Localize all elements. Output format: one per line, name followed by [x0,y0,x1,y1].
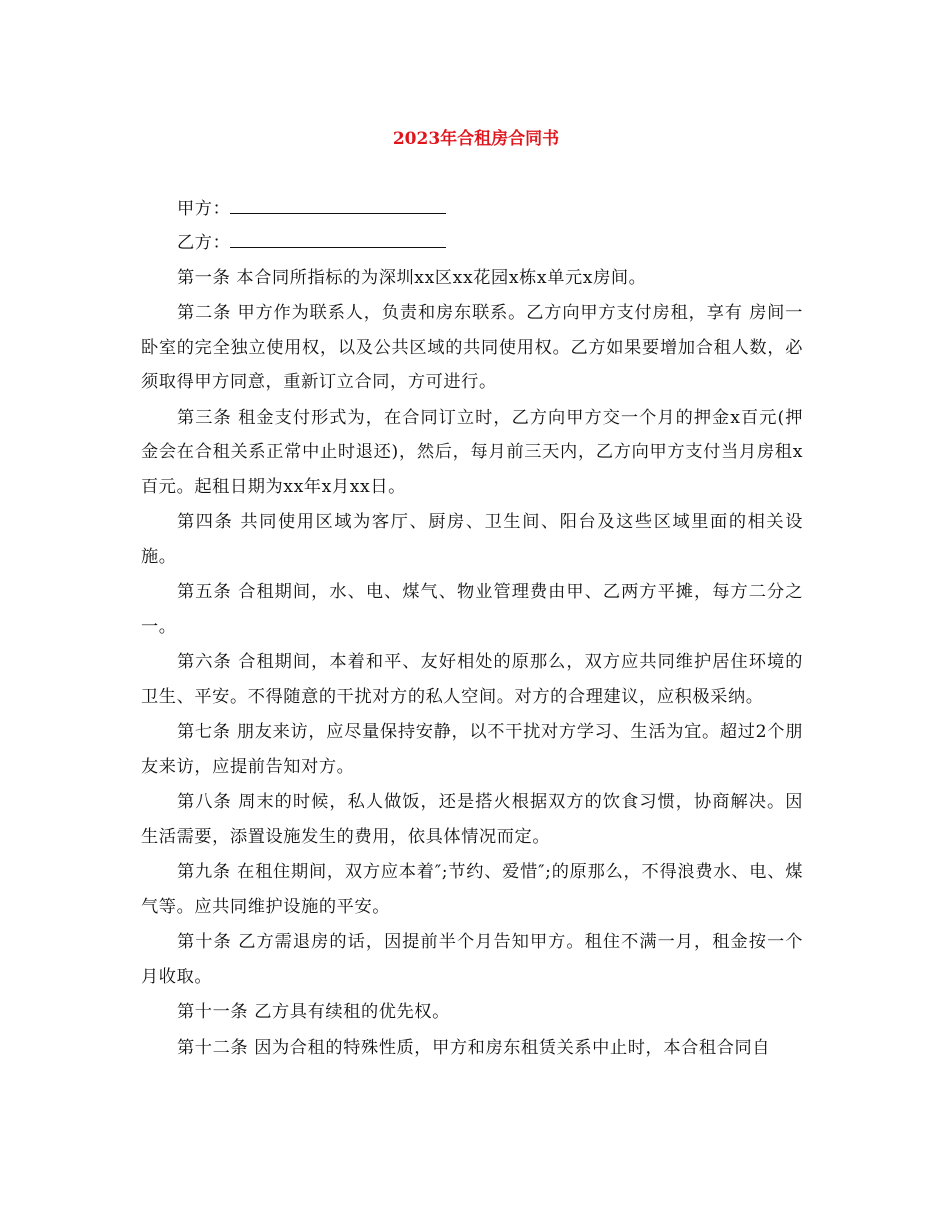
article-6: 第六条 合租期间，本着和平、友好相处的原那么，双方应共同维护居住环境的卫生、平安。不得随意的干扰对方的私人空间。对方的合理建议，应积极采纳。 [141,652,803,707]
article-3: 第三条 租金支付形式为，在合同订立时，乙方向甲方交一个月的押金x百元(押金会在合租关系正常中止时退还)，然后，每月前三天内，乙方向甲方支付当月房租x百元。起租日期为xx年x月xx日。 [141,407,803,497]
party-b-line [141,226,803,260]
article-1: 第一条 本合同所指标的为深圳xx区xx花园x栋x单元x房间。 [177,267,647,288]
article-2: 第二条 甲方作为联系人，负责和房东联系。乙方向甲方支付房租，享有 房间一卧室的完全独立使用权，以及公共区域的共同使用权。乙方如果要增加合租人数，必须取得甲方同意，重新订立合同，方可进行。 [141,303,803,393]
article-12: 第十二条 因为合租的特殊性质，甲方和房东租赁关系中止时，本合租合同自 [177,1037,771,1058]
party-a-label: 甲方： [177,199,231,219]
party-b-label: 乙方： [177,233,231,254]
party-a-line [141,192,803,226]
article-10: 第十条 乙方需退房的话，因提前半个月告知甲方。租住不满一月，租金按一个月收取。 [141,932,803,987]
article-9: 第九条 在租住期间，双方应本着″;节约、爱惜″;的原那么，不得浪费水、电、煤气等。应共同维护设施的平安。 [141,862,803,917]
party-a-blank [230,193,446,214]
article-5: 第五条 合租期间，水、电、煤气、物业管理费由甲、乙两方平摊，每方二分之一。 [141,582,803,637]
article-4: 第四条 共同使用区域为客厅、厨房、卫生间、阳台及这些区域里面的相关设施。 [141,512,803,567]
document-title: 2023年合租房合同书 [392,129,560,149]
document-body [141,192,803,1066]
article-7: 第七条 朋友来访，应尽量保持安静，以不干扰对方学习、生活为宜。超过2个朋友来访，应提前告知对方。 [141,722,803,777]
article-8: 第八条 周末的时候，私人做饭，还是搭火根据双方的饮食习惯，协商解决。因生活需要，添置设施发生的费用，依具体情况而定。 [141,792,803,847]
party-b-blank [230,227,446,248]
article-11: 第十一条 乙方具有续租的优先权。 [177,1002,450,1023]
